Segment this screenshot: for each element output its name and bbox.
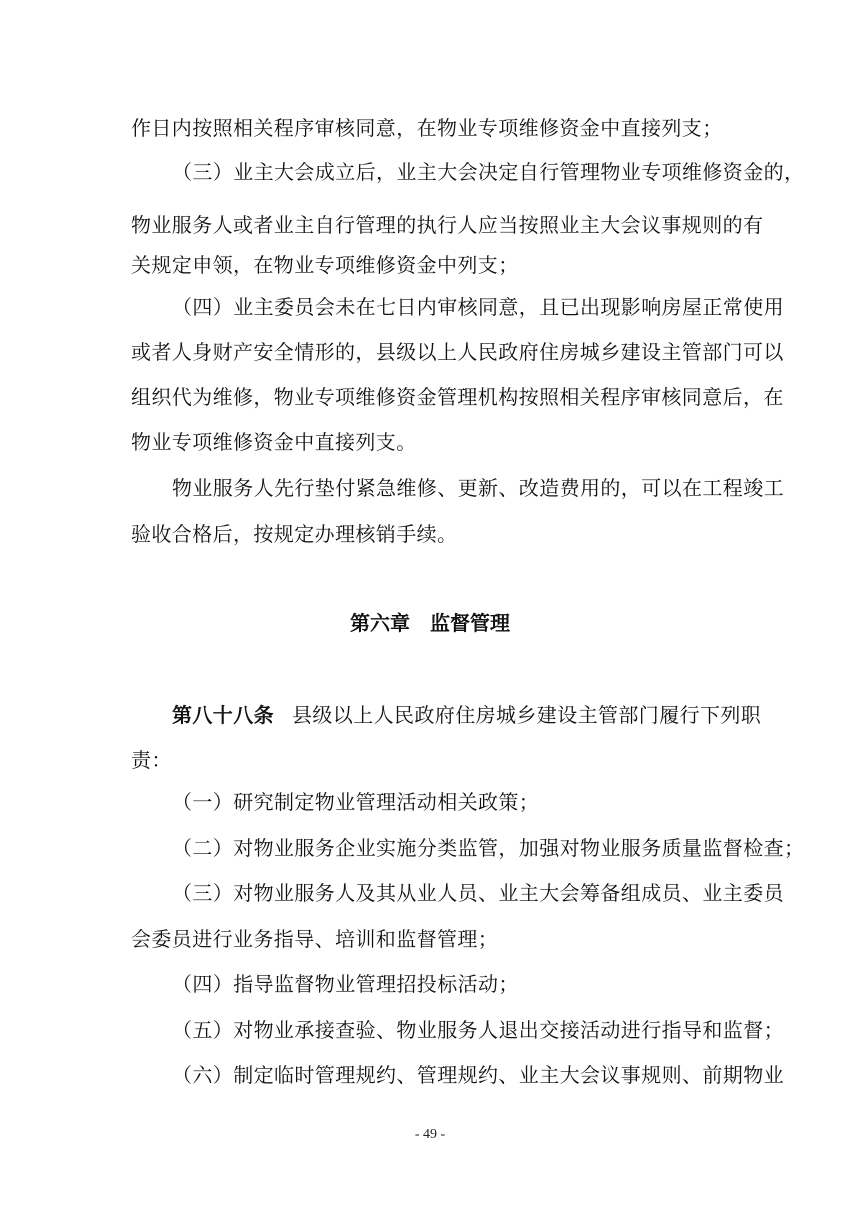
list-item: （四）指导监督物业管理招投标活动；	[172, 972, 519, 996]
list-item: （六）制定临时管理规约、管理规约、业主大会议事规则、前期物业	[172, 1063, 784, 1087]
list-item: （五）对物业承接查验、物业服务人退出交接活动进行指导和监督；	[172, 1018, 784, 1042]
article-continuation: 责：	[131, 748, 172, 772]
paragraph-line: 或者人身财产安全情形的，县级以上人民政府住房城乡建设主管部门可以	[131, 340, 784, 364]
paragraph-line: （三）业主大会成立后，业主大会决定自行管理物业专项维修资金的，	[172, 160, 805, 184]
chapter-title: 第六章 监督管理	[350, 611, 510, 635]
list-item: （二）对物业服务企业实施分类监管，加强对物业服务质量监督检查；	[172, 836, 805, 860]
article-number: 第八十八条	[172, 703, 274, 727]
paragraph-line: 物业服务人或者业主自行管理的执行人应当按照业主大会议事规则的有	[131, 213, 764, 237]
page-number: - 49 -	[414, 1127, 446, 1142]
article-text: 县级以上人民政府住房城乡建设主管部门履行下列职	[292, 703, 762, 727]
paragraph-line: 作日内按照相关程序审核同意，在物业专项维修资金中直接列支；	[131, 116, 723, 140]
paragraph-line: 组织代为维修，物业专项维修资金管理机构按照相关程序审核同意后，在	[131, 385, 784, 409]
list-item: （三）对物业服务人及其从业人员、业主大会筹备组成员、业主委员	[172, 881, 784, 905]
list-item: 会委员进行业务指导、培训和监督管理；	[131, 927, 499, 951]
paragraph-line: 物业专项维修资金中直接列支。	[131, 430, 417, 454]
paragraph-line: （四）业主委员会未在七日内审核同意，且已出现影响房屋正常使用	[172, 295, 784, 319]
paragraph-line: 验收合格后，按规定办理核销手续。	[131, 522, 458, 546]
paragraph-line: 物业服务人先行垫付紧急维修、更新、改造费用的，可以在工程竣工	[172, 476, 784, 500]
article-first-line	[172, 701, 812, 729]
paragraph-line: 关规定申领，在物业专项维修资金中列支；	[131, 253, 519, 277]
list-item: （一）研究制定物业管理活动相关政策；	[172, 790, 540, 814]
